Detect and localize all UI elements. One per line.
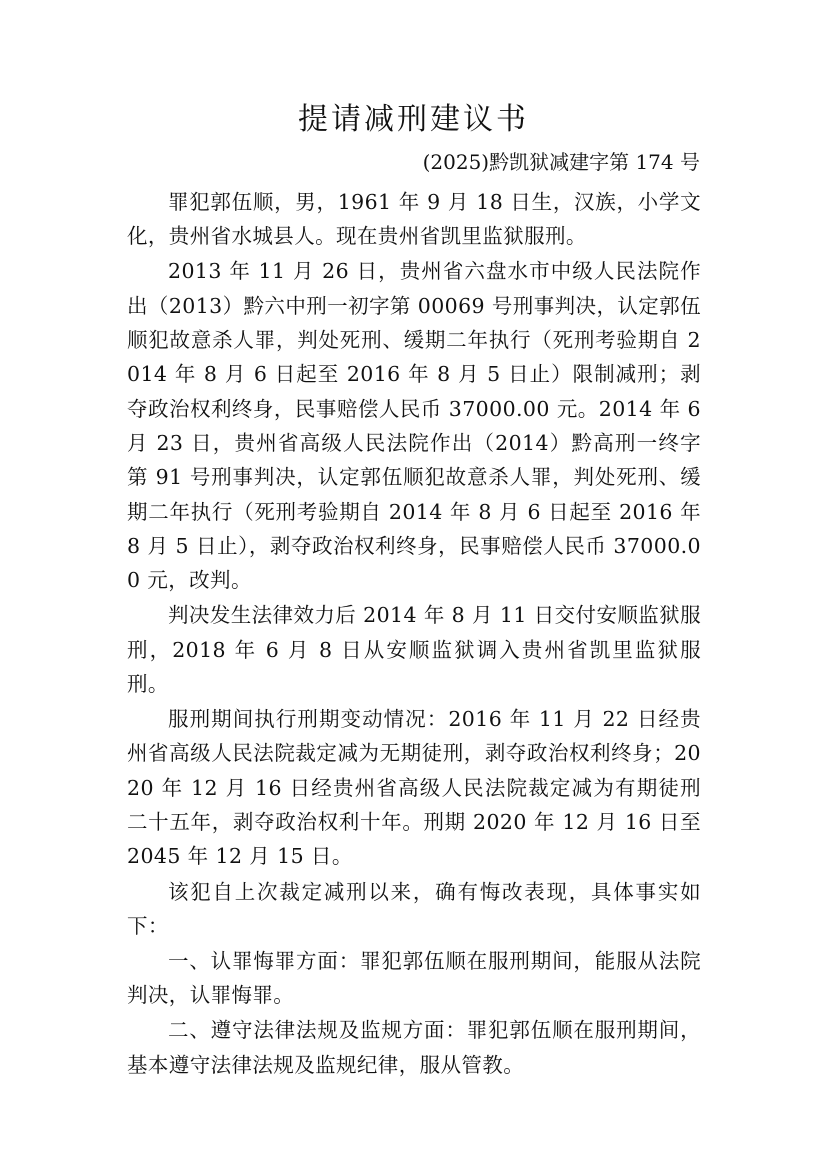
document-title: 提请减刑建议书 — [298, 102, 529, 137]
document-number: (2025)黔凯狱减建字第 174 号 — [422, 150, 700, 174]
paragraph-prison-transfer: 判决发生法律效力后 2014 年 8 月 11 日交付安顺监狱服刑，2018 年 6 月 8 日从安顺监狱调入贵州省凯里监狱服刑。 — [127, 603, 701, 696]
paragraph-judgment-history: 2013 年 11 月 26 日，贵州省六盘水市中级人民法院作出（2013）黔六中刑一初字第 00069 号刑事判决，认定郭伍顺犯故意杀人罪，判处死刑、缓期二年执行（死刑考验期自 2014 年 8 月 6 日起至 2016 年 8 月 5 日止）限制减刑；剥夺政治权利终身，民事赔偿人民币 37000.00 元。2014 年 6 月 23 日，贵州省高级人民法院作出（2014）黔高刑一终字第 91 号刑事判决，认定郭伍顺犯故意杀人罪，判处死刑、缓期二年执行（死刑考验期自 2014 年 8 月 6 日起至 2016 年 8 月 5 日止），剥夺政治权利终身，民事赔偿人民币 37000.00 元，改判。 — [127, 259, 701, 593]
paragraph-guilt-admission: 一、认罪悔罪方面：罪犯郭伍顺在服刑期间，能服从法院判决，认罪悔罪。 — [127, 948, 701, 1008]
paragraph-personal-info: 罪犯郭伍顺，男，1961 年 9 月 18 日生，汉族，小学文化，贵州省水城县人。现在贵州省凯里监狱服刑。 — [127, 190, 701, 249]
paragraph-repentance-intro: 该犯自上次裁定减刑以来，确有悔改表现，具体事实如下： — [127, 879, 701, 938]
document-body — [127, 185, 701, 1082]
paragraph-rule-compliance: 二、遵守法律法规及监规方面：罪犯郭伍顺在服刑期间，基本遵守法律法规及监规纪律，服从管教。 — [127, 1018, 701, 1077]
paragraph-sentence-changes: 服刑期间执行刑期变动情况：2016 年 11 月 22 日经贵州省高级人民法院裁定减为无期徒刑，剥夺政治权利终身；2020 年 12 月 16 日经贵州省高级人民法院裁定减为有期徒刑二十五年，剥夺政治权利十年。刑期 2020 年 12 月 16 日至 2045 年 12 月 15 日。 — [127, 707, 701, 869]
